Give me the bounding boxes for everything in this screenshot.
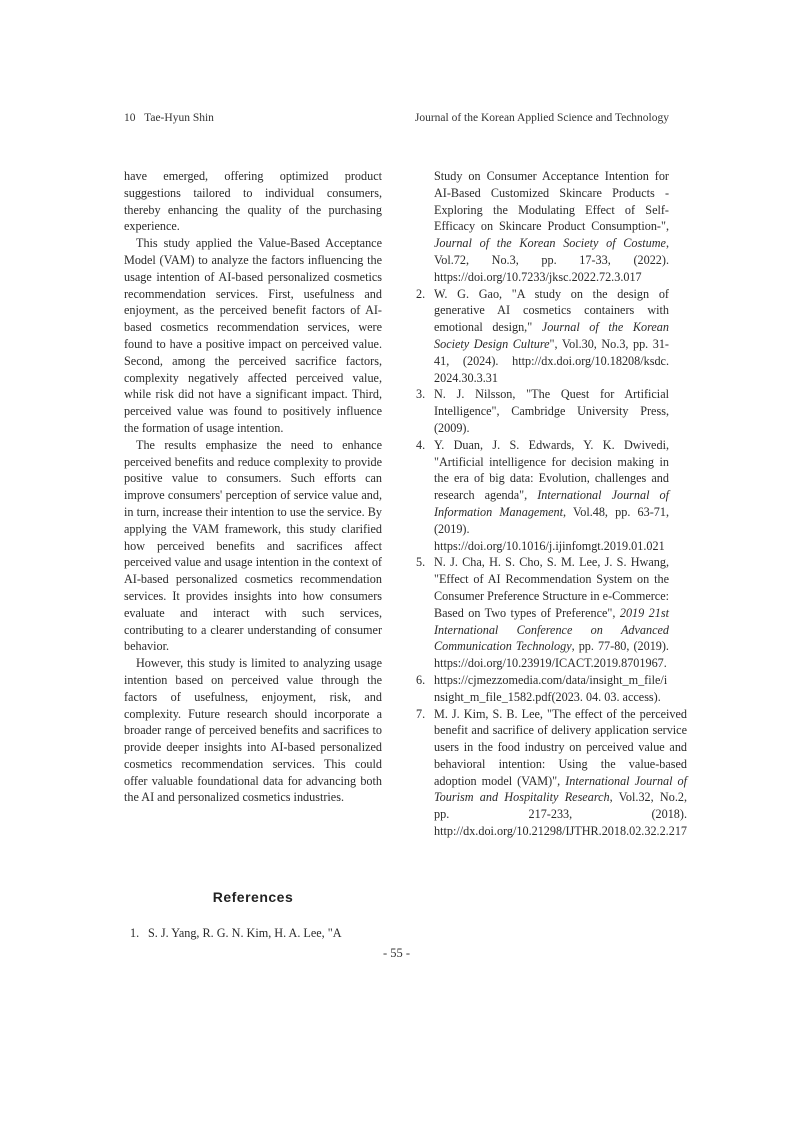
reference-5-number: 5.	[416, 555, 426, 570]
reference-6	[416, 672, 669, 706]
reference-4-text-b: , Vol.48, pp. 63-71, (2019). https://doi.org/10.1016/j.ijinfomgt.2019.01.021	[434, 504, 670, 553]
right-column	[416, 168, 688, 840]
reference-5-text-a: N. J. Cha, H. S. Cho, S. M. Lee, J. S. Hwang, "Effect of AI Recommendation System on the Consumer Preference Structure in e-Commerce: Based on Two types of Preference",	[434, 555, 669, 620]
header-journal: Journal of the Korean Applied Science and Technology	[414, 112, 669, 124]
body-paragraph-1: have emerged, offering optimized product suggestions tailored to individual consumers, thereby enhancing the quality of the purchasing experience.	[124, 169, 382, 234]
page-number-footer: - 55 -	[382, 946, 411, 960]
reference-7-journal: International Journal of Tourism and Hospitality Research	[434, 773, 688, 805]
reference-1-number: 1.	[130, 926, 140, 940]
reference-7	[416, 706, 688, 840]
reference-7-text-a: M. J. Kim, S. B. Lee, "The effect of the perceived benefit and sacrifice of delivery application service users in the food industry on perceived value and behavioral intention: Using the value-based adoption model (VAM)",	[434, 706, 688, 788]
header-page-number: 10	[124, 112, 136, 124]
reference-7-number: 7.	[416, 706, 426, 721]
reference-1-continuation	[416, 168, 669, 286]
body-paragraph-2: This study applied the Value-Based Acceptance Model (VAM) to analyze the factors influencing the usage intention of AI-based personalized cosmetics recommendation services. First, usefulness and enjoyment, as the perceived benefit factors of AI-based cosmetics recommendation services, were found to have a positive impact on perceived value. Second, among the perceived sacrifice factors, complexity negatively affected perceived value, while risk did not have a significant impact. Third, perceived value was found to positively influence the formation of usage intention.	[124, 236, 382, 435]
body-paragraph-3: The results emphasize the need to enhance perceived benefits and reduce complexity to provide positive value to consumers. Such efforts can improve consumers' perception of service value and, in turn, increase their intention to use the service. By applying the VAM framework, this study clarified how perceived benefits and sacrifices affect perceived value and usage intention in the context of AI-based personalized cosmetics recommendation services. It provides insights into how consumers evaluate and interact with such services, contributing to a clearer understanding of consumer behavior.	[124, 437, 382, 654]
reference-2-text-b: ", Vol.30, No.3, pp. 31-41, (2024). http://dx.doi.org/10.18208/ksdc. 2024.30.3.31	[434, 336, 669, 385]
reference-4-journal: International Journal of Information Management	[434, 488, 670, 519]
reference-5-text-b: , pp. 77-80, (2019). https://doi.org/10.23919/ICACT.2019.8701967.	[434, 639, 669, 671]
reference-2	[416, 286, 669, 387]
reference-3-text: N. J. Nilsson, "The Quest for Artificial Intelligence", Cambridge University Press, (2009).	[434, 387, 669, 435]
reference-4-number: 4.	[416, 437, 426, 452]
reference-2-text-a: W. G. Gao, "A study on the design of generative AI cosmetics containers with emotional design,"	[434, 286, 669, 335]
header-author: Tae-Hyun Shin	[144, 112, 214, 124]
reference-3	[416, 386, 669, 436]
reference-6-number: 6.	[416, 672, 426, 687]
left-column	[124, 168, 382, 806]
reference-3-number: 3.	[416, 387, 426, 402]
reference-5	[416, 554, 669, 672]
running-header	[124, 112, 669, 128]
reference-2-journal: Journal of the Korean Society Design Culture	[434, 320, 669, 351]
reference-4-text-a: Y. Duan, J. S. Edwards, Y. K. Dwivedi, "Artificial intelligence for decision making in the era of big data: Evolution, challenges and research agenda",	[434, 437, 669, 503]
header-left	[124, 112, 214, 124]
reference-4	[416, 437, 669, 555]
reference-1-journal: Journal of the Korean Society of Costume	[434, 236, 666, 251]
reference-5-journal: 2019 21st International Conference on Advanced Communication Technology	[434, 605, 669, 654]
reference-1-start	[124, 925, 382, 942]
reference-1-text-b: , Vol.72, No.3, pp. 17-33, (2022). https://doi.org/10.7233/jksc.2022.72.3.017	[434, 236, 669, 284]
body-paragraph-4: However, this study is limited to analyzing usage intention based on perceived value through the factors of usefulness, enjoyment, risk, and complexity. Future research should incorporate a broader range of perceived benefits and sacrifices to provide deeper insights into AI-based personalized cosmetics recommendation services. This could offer valuable foundational data for advancing both the AI and personalized cosmetics industries.	[124, 656, 382, 805]
reference-2-number: 2.	[416, 286, 426, 301]
references-heading: References	[212, 889, 294, 905]
reference-1-text-start: S. J. Yang, R. G. N. Kim, H. A. Lee, "A	[148, 926, 342, 940]
reference-1-text-a: Study on Consumer Acceptance Intention for AI-Based Customized Skincare Products -Exploring the Modulating Effect of Self-Efficacy on Skincare Product Consumption-",	[434, 169, 669, 234]
reference-7-text-b: , Vol.32, No.2, pp. 217-233, (2018). http://dx.doi.org/10.21298/IJTHR.2018.02.32.2.217	[434, 790, 688, 839]
reference-6-text: https://cjmezzomedia.com/data/insight_m_file/insight_m_file_1582.pdf(2023. 04. 03. access).	[434, 672, 668, 704]
